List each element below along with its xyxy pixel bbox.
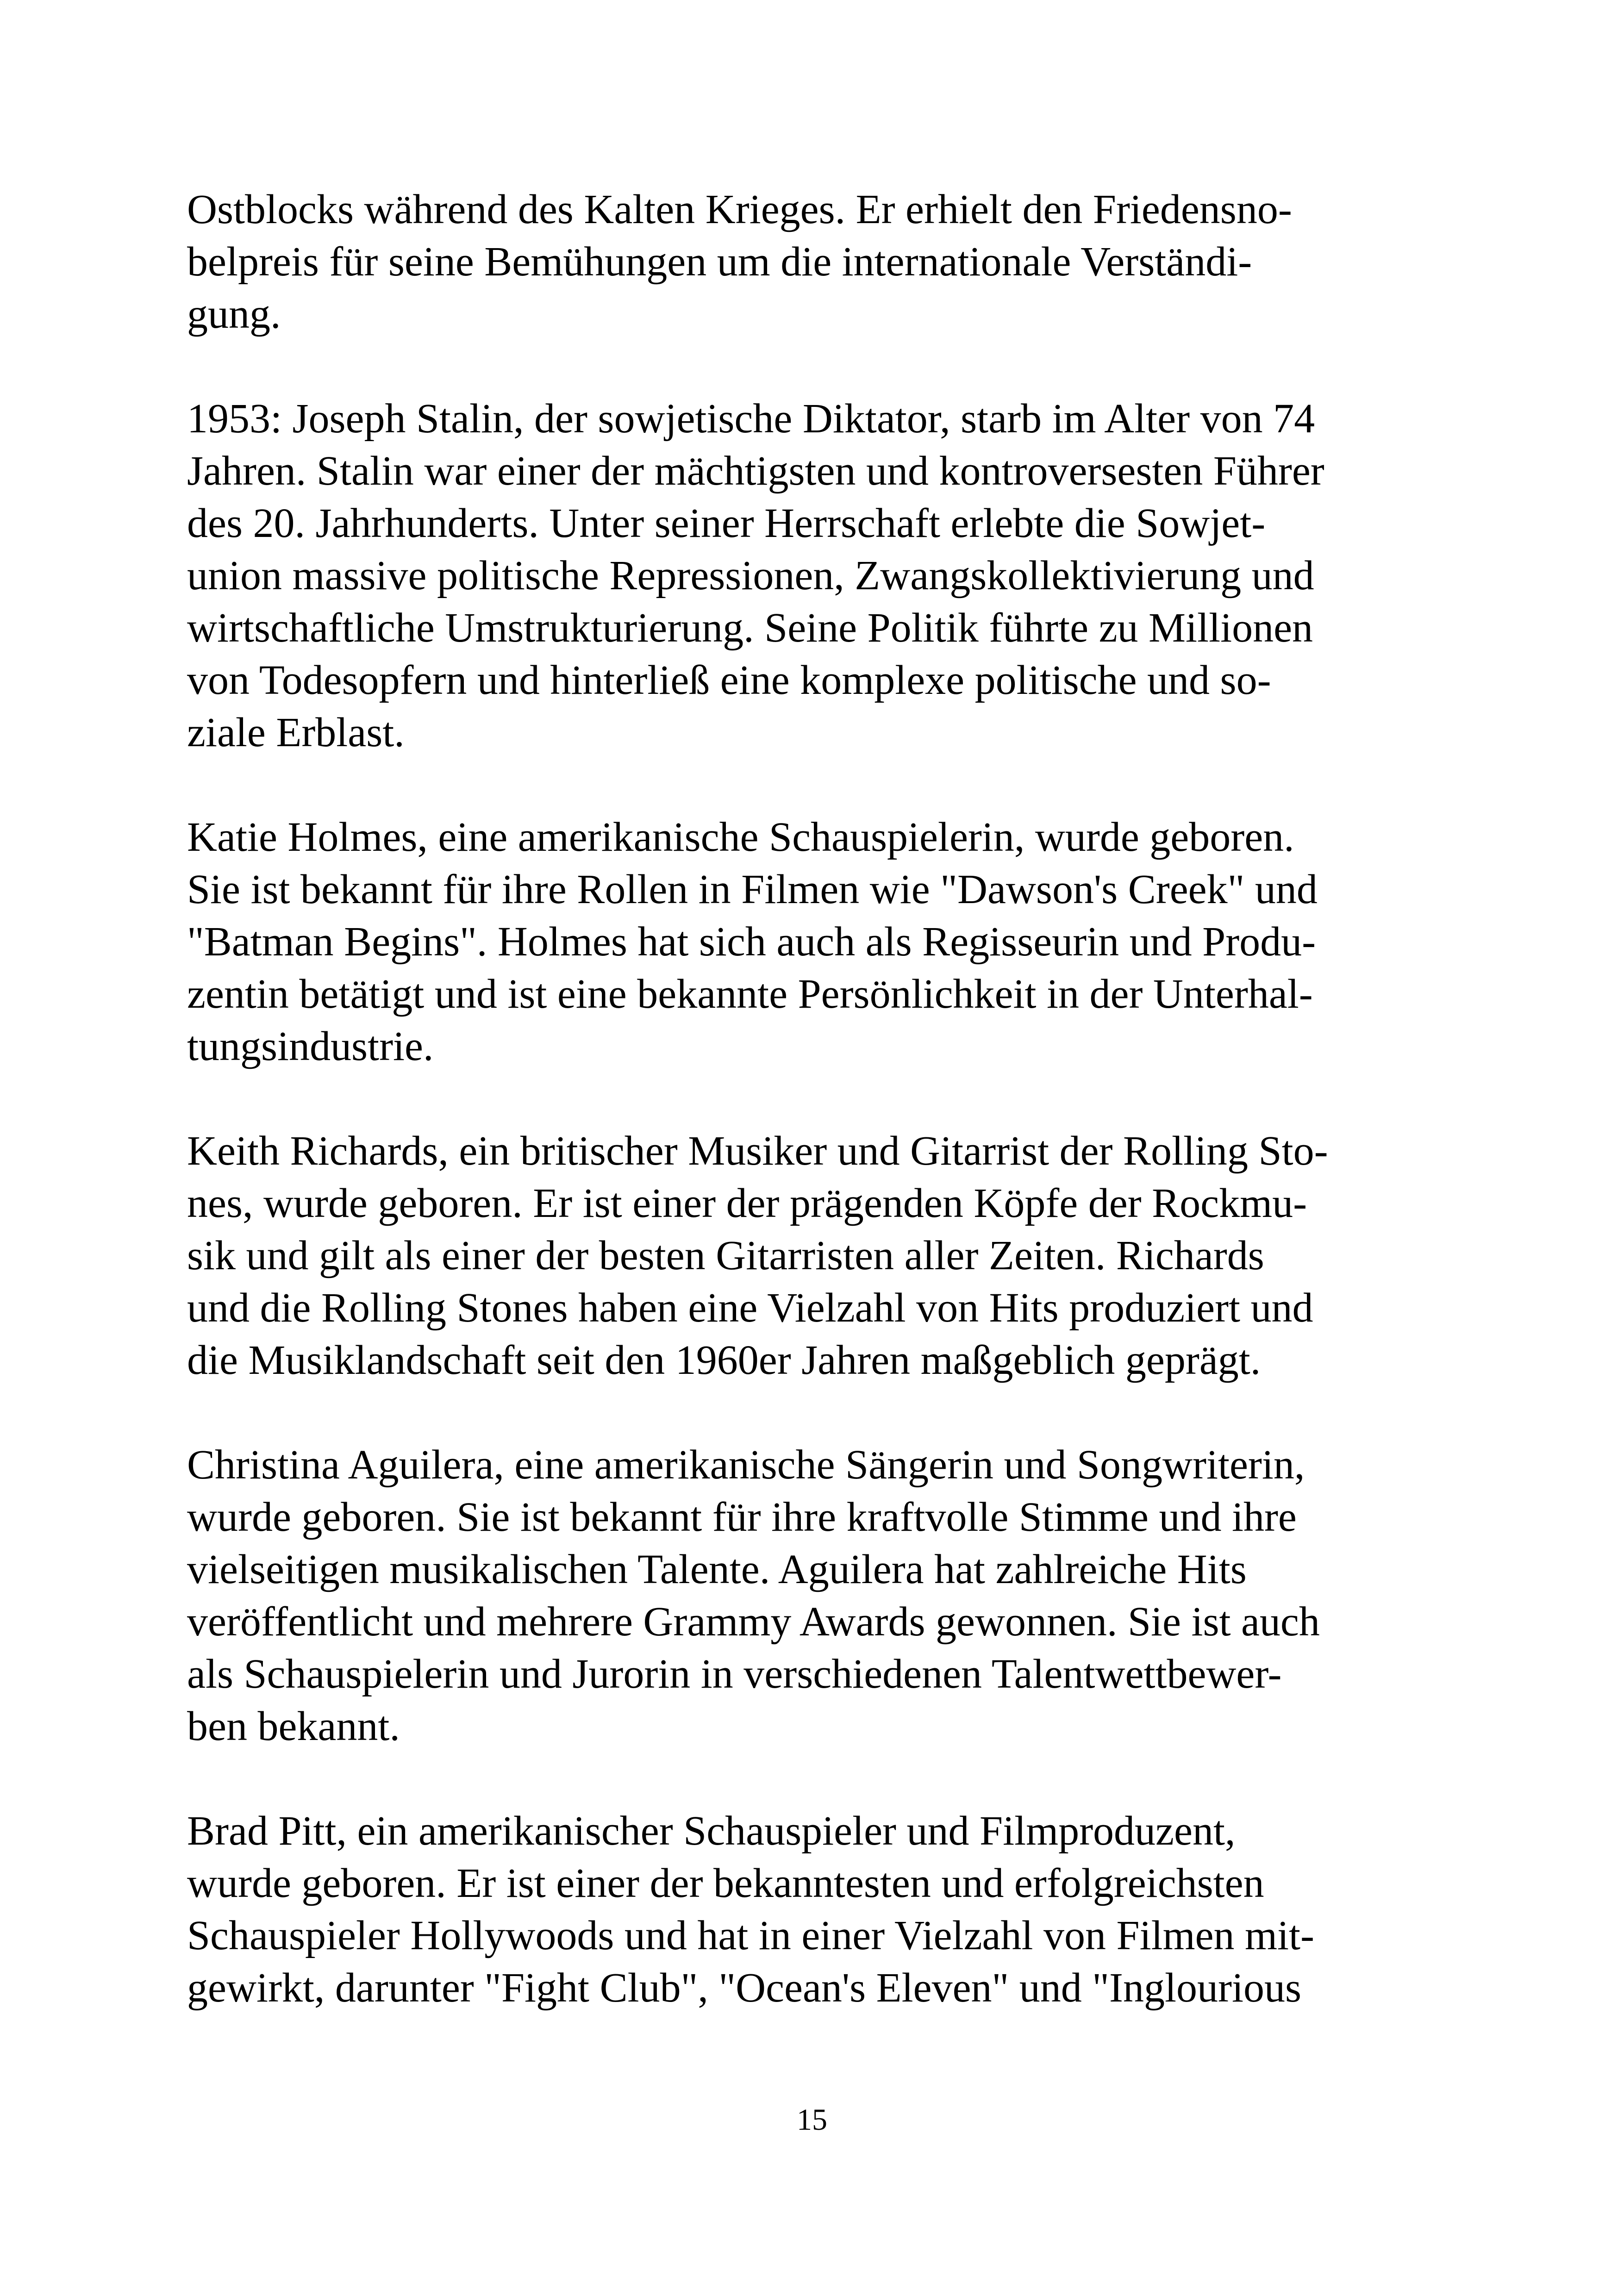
- text-line: vielseitigen musikalischen Talente. Aguilera hat zahlreiche Hits: [187, 1547, 1247, 1592]
- text-line: gung.: [187, 291, 281, 337]
- text-line: belpreis für seine Bemühungen um die internationale Verständi-: [187, 239, 1252, 285]
- text-line: zentin betätigt und ist eine bekannte Persönlichkeit in der Unterhal-: [187, 971, 1313, 1017]
- text-line: Ostblocks während des Kalten Krieges. Er erhielt den Friedensno-: [187, 187, 1292, 232]
- text-line: Sie ist bekannt für ihre Rollen in Filmen wie "Dawson's Creek" und: [187, 867, 1318, 912]
- text-line: "Batman Begins". Holmes hat sich auch als Regisseurin und Produ-: [187, 919, 1316, 965]
- text-line: sik und gilt als einer der besten Gitarristen aller Zeiten. Richards: [187, 1233, 1264, 1278]
- text-line: 1953: Joseph Stalin, der sowjetische Diktator, starb im Alter von 74: [187, 396, 1315, 442]
- text-line: ben bekannt.: [187, 1703, 400, 1749]
- text-line: nes, wurde geboren. Er ist einer der prägenden Köpfe der Rockmu-: [187, 1180, 1307, 1226]
- text-line: Schauspieler Hollywoods und hat in einer Vielzahl von Filmen mit-: [187, 1913, 1315, 1958]
- paragraph-keith-richards: [187, 1125, 1465, 1386]
- text-line: und die Rolling Stones haben eine Vielzahl von Hits produziert und: [187, 1285, 1313, 1331]
- text-line: Brad Pitt, ein amerikanischer Schauspieler und Filmproduzent,: [187, 1808, 1236, 1854]
- text-line: wirtschaftliche Umstrukturierung. Seine Politik führte zu Millionen: [187, 605, 1313, 651]
- text-line: union massive politische Repressionen, Zwangskollektivierung und: [187, 553, 1314, 599]
- text-line: die Musiklandschaft seit den 1960er Jahren maßgeblich geprägt.: [187, 1337, 1261, 1383]
- text-line: wurde geboren. Er ist einer der bekanntesten und erfolgreichsten: [187, 1860, 1264, 1906]
- text-line: von Todesopfern und hinterließ eine komplexe politische und so-: [187, 657, 1271, 703]
- paragraph-katie-holmes: [187, 811, 1465, 1073]
- text-line: Katie Holmes, eine amerikanische Schauspielerin, wurde geboren.: [187, 814, 1294, 860]
- text-line: wurde geboren. Sie ist bekannt für ihre kraftvolle Stimme und ihre: [187, 1494, 1297, 1540]
- text-line: Christina Aguilera, eine amerikanische Sängerin und Songwriterin,: [187, 1442, 1305, 1488]
- paragraph-nobel-prize: [187, 183, 1465, 340]
- text-line: veröffentlicht und mehrere Grammy Awards gewonnen. Sie ist auch: [187, 1599, 1320, 1645]
- text-line: gewirkt, darunter "Fight Club", "Ocean's Eleven" und "Inglourious: [187, 1965, 1301, 2011]
- paragraph-brad-pitt: [187, 1805, 1465, 2014]
- text-line: des 20. Jahrhunderts. Unter seiner Herrschaft erlebte die Sowjet-: [187, 500, 1266, 546]
- text-line: als Schauspielerin und Jurorin in verschiedenen Talentwettbewer-: [187, 1651, 1282, 1697]
- paragraph-christina-aguilera: [187, 1439, 1465, 1752]
- text-line: tungsindustrie.: [187, 1023, 434, 1069]
- text-line: Keith Richards, ein britischer Musiker und Gitarrist der Rolling Sto-: [187, 1128, 1328, 1174]
- page-number: 15: [797, 2103, 827, 2137]
- body-text: [187, 183, 1465, 2066]
- text-line: Jahren. Stalin war einer der mächtigsten und kontroversesten Führer: [187, 448, 1324, 494]
- text-line: ziale Erblast.: [187, 710, 405, 755]
- paragraph-stalin: [187, 393, 1465, 759]
